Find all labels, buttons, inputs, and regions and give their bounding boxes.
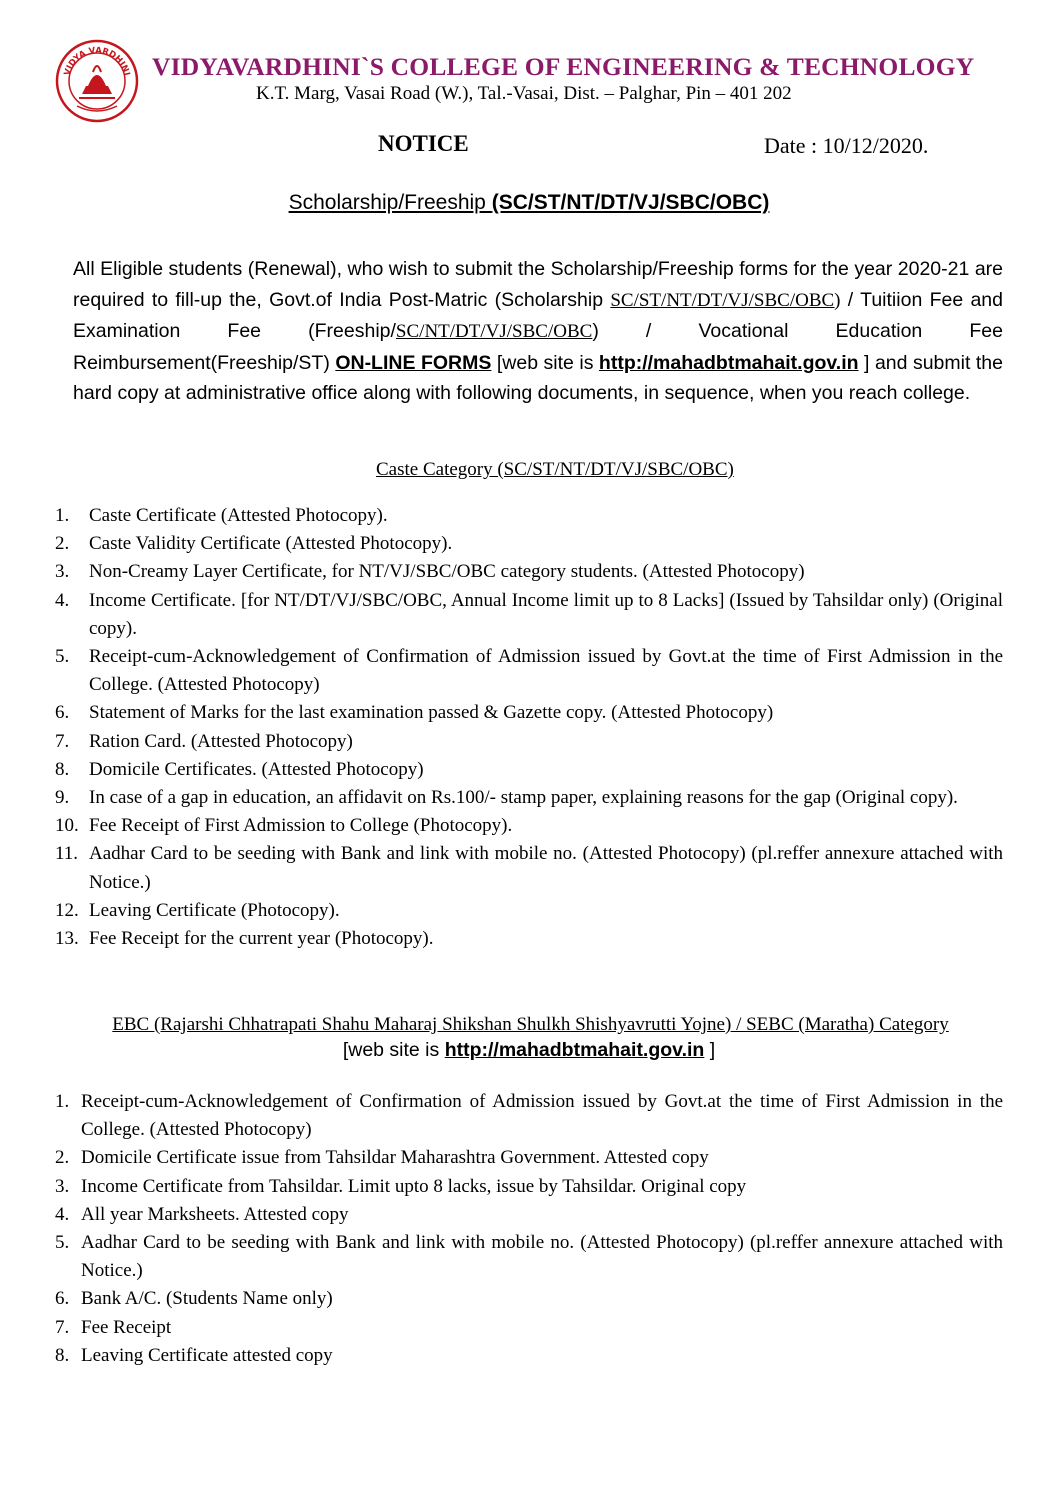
college-name: VIDYAVARDHINI`S COLLEGE OF ENGINEERING & TECHNOLOGY xyxy=(152,52,975,81)
ebc-website-line xyxy=(0,1039,1058,1062)
list-item-number: 5. xyxy=(55,646,70,668)
list-item-text: Caste Certificate (Attested Photocopy). xyxy=(89,505,388,526)
list-item-number: 9. xyxy=(55,787,70,809)
list-item-number: 3. xyxy=(55,1175,70,1197)
list-item-text: Leaving Certificate attested copy xyxy=(81,1344,333,1366)
list-item-number: 5. xyxy=(55,1232,70,1254)
intro-categories-1: SC/ST/NT/DT/VJ/SBC/OBC) xyxy=(610,289,841,311)
list-item-number: 11. xyxy=(55,843,79,865)
list-item xyxy=(55,530,1003,558)
logo-text: VIDYA VARDHINI xyxy=(62,45,132,77)
list-item-number: 7. xyxy=(55,730,70,752)
list-item xyxy=(55,1229,1003,1285)
list-item xyxy=(55,1285,1003,1313)
college-address: K.T. Marg, Vasai Road (W.), Tal.-Vasai, Dist. – Palghar, Pin – 401 202 xyxy=(256,83,792,104)
list-item xyxy=(55,1314,1003,1342)
list-item xyxy=(55,1144,1003,1172)
list-item-number: 7. xyxy=(55,1316,70,1338)
notice-date: Date : 10/12/2020. xyxy=(764,133,929,158)
list-item-number: 8. xyxy=(55,758,70,780)
list-item xyxy=(55,1201,1003,1229)
list-item-text: Aadhar Card to be seeding with Bank and link with mobile no. (Attested Photocopy) (pl.reffer annexure attached with Notice.) xyxy=(81,1232,1003,1282)
intro-paragraph xyxy=(73,254,1003,409)
list-item xyxy=(55,1342,1003,1370)
list-item xyxy=(55,756,1003,784)
list-item-number: 12. xyxy=(55,899,79,921)
list-item-text: All year Marksheets. Attested copy xyxy=(81,1203,349,1225)
list-item-text: Aadhar Card to be seeding with Bank and link with mobile no. (Attested Photocopy) (pl.reffer annexure attached with Notice.) xyxy=(89,843,1003,893)
list-item xyxy=(55,643,1003,699)
intro-text-3: ) / Vocational Education Fee Reimbursement(Freeship/ST) xyxy=(73,320,1003,374)
list-item-text: Leaving Certificate (Photocopy). xyxy=(89,899,340,921)
list-item-text: Fee Receipt of First Admission to College (Photocopy). xyxy=(89,815,513,837)
list-item-number: 2. xyxy=(55,533,70,555)
list-item-number: 6. xyxy=(55,702,70,724)
list-item-number: 4. xyxy=(55,589,70,611)
list-item-text: Fee Receipt for the current year (Photocopy). xyxy=(89,928,434,950)
notice-title: NOTICE xyxy=(378,131,469,156)
website-link[interactable]: http://mahadbtmahait.gov.in xyxy=(598,351,859,374)
list-item-text: Ration Card. (Attested Photocopy) xyxy=(89,730,353,752)
list-item xyxy=(55,840,1003,896)
list-item xyxy=(55,925,1003,953)
list-item-number: 1. xyxy=(55,505,70,526)
list-item xyxy=(55,587,1003,643)
list-item-number: 8. xyxy=(55,1344,70,1366)
list-item-text: Receipt-cum-Acknowledgement of Confirmation of Admission issued by Govt.at the time of First Admission in the College. (Attested Photocopy) xyxy=(89,646,1003,696)
list-item-number: 6. xyxy=(55,1288,70,1310)
subject-categories: (SC/ST/NT/DT/VJ/SBC/OBC) xyxy=(491,191,770,214)
ebc-document-list xyxy=(55,1088,1003,1370)
intro-text-5: ] and submit the hard copy at administrative office along with following documents, in sequence, when you reach college. xyxy=(73,351,1003,404)
list-item-text: Statement of Marks for the last examination passed & Gazette copy. (Attested Photocopy) xyxy=(89,702,774,724)
list-item xyxy=(55,699,1003,727)
list-item-number: 13. xyxy=(55,928,79,950)
list-item-text: Receipt-cum-Acknowledgement of Confirmation of Admission issued by Govt.at the time of First Admission in the College. (Attested Photocopy) xyxy=(81,1091,1003,1141)
caste-document-list xyxy=(55,502,1003,953)
list-item-number: 1. xyxy=(55,1091,70,1112)
list-item xyxy=(55,784,1003,812)
caste-category-heading: Caste Category (SC/ST/NT/DT/VJ/SBC/OBC) xyxy=(376,459,734,480)
list-item-text: Fee Receipt xyxy=(81,1316,172,1338)
intro-text-1: All Eligible students (Renewal), who wish to submit the Scholarship/Freeship forms for the year 2020-21 are required to fill-up the, Govt.of India Post-Matric (Scholarship xyxy=(73,258,1003,311)
list-item xyxy=(55,558,1003,586)
list-item-text: Domicile Certificates. (Attested Photocopy) xyxy=(89,758,424,780)
list-item xyxy=(55,1088,1003,1144)
ebc-web-prefix: [web site is xyxy=(342,1039,445,1061)
list-item-number: 4. xyxy=(55,1203,70,1225)
subject-prefix: Scholarship/Freeship xyxy=(288,191,492,214)
list-item-number: 10. xyxy=(55,815,79,837)
list-item-text: Non-Creamy Layer Certificate, for NT/VJ/SBC/OBC category students. (Attested Photocopy) xyxy=(89,561,805,583)
list-item-text: Income Certificate from Tahsildar. Limit upto 8 lacks, issue by Tahsildar. Original copy xyxy=(81,1175,747,1197)
ebc-website-link[interactable]: http://mahadbtmahait.gov.in xyxy=(444,1039,705,1061)
intro-text-4: [web site is xyxy=(491,351,599,374)
intro-categories-2: SC/NT/DT/VJ/SBC/OBC xyxy=(395,321,593,342)
list-item-text: Caste Validity Certificate (Attested Photocopy). xyxy=(89,533,453,555)
online-forms-label: ON-LINE FORMS xyxy=(335,351,492,374)
college-logo xyxy=(52,36,142,126)
ebc-web-suffix: ] xyxy=(704,1039,716,1061)
ebc-category-heading: EBC (Rajarshi Chhatrapati Shahu Maharaj Shikshan Shulkh Shishyavrutti Yojne) / SEBC (Maratha) Category xyxy=(112,1014,949,1035)
list-item xyxy=(55,812,1003,840)
list-item xyxy=(55,502,1003,530)
list-item-number: 2. xyxy=(55,1147,70,1169)
notice-subject xyxy=(0,191,1058,215)
list-item xyxy=(55,728,1003,756)
list-item-text: Bank A/C. (Students Name only) xyxy=(81,1288,333,1310)
intro-text-2: / Tuitiion Fee and Examination Fee (Freeship/ xyxy=(73,288,1003,342)
list-item-text: Income Certificate. [for NT/DT/VJ/SBC/OBC, Annual Income limit up to 8 Lacks] (Issued by Tahsildar only) (Original copy). xyxy=(89,589,1003,639)
list-item xyxy=(55,897,1003,925)
list-item-text: Domicile Certificate issue from Tahsildar Maharashtra Government. Attested copy xyxy=(81,1147,709,1169)
list-item-number: 3. xyxy=(55,561,70,583)
list-item xyxy=(55,1173,1003,1201)
list-item-text: In case of a gap in education, an affidavit on Rs.100/- stamp paper, explaining reasons for the gap (Original copy). xyxy=(89,787,958,809)
